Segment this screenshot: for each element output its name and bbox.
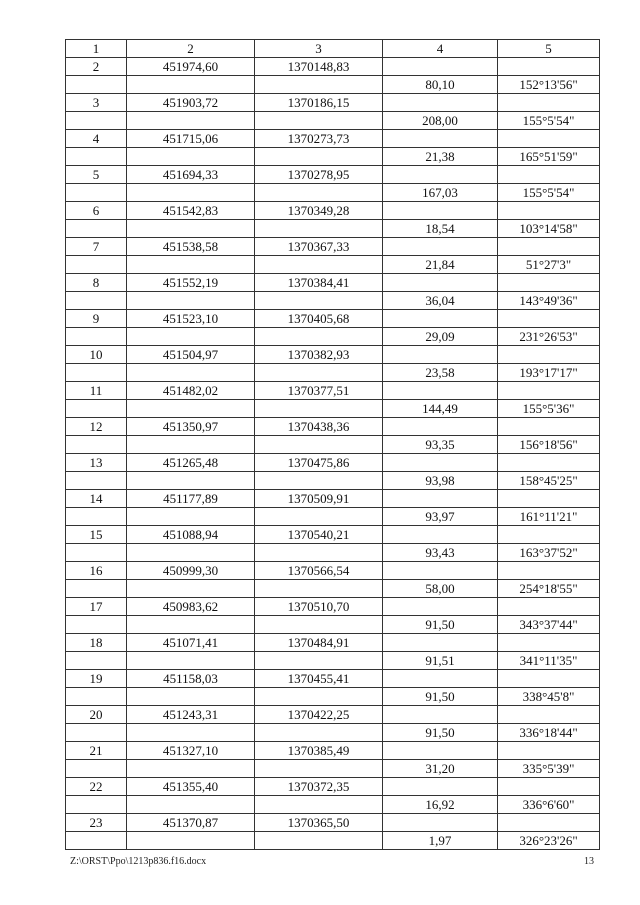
footer-file-path: Z:\ORST\Ppo\1213p836.f16.docx — [70, 856, 207, 867]
angle-cell: 155°5'36" — [498, 400, 600, 418]
angle-cell-empty — [498, 382, 600, 400]
point-number-cell: 15 — [66, 526, 127, 544]
point-number-cell-empty — [66, 220, 127, 238]
y-coordinate-cell: 1370278,95 — [255, 166, 383, 184]
x-coordinate-cell: 451177,89 — [127, 490, 255, 508]
y-coordinate-cell: 1370509,91 — [255, 490, 383, 508]
length-cell: 31,20 — [383, 760, 498, 778]
table-row — [66, 256, 600, 274]
length-cell-empty — [383, 382, 498, 400]
length-cell-empty — [383, 346, 498, 364]
column-header-y: 3 — [255, 40, 383, 58]
length-cell-empty — [383, 706, 498, 724]
angle-cell-empty — [498, 490, 600, 508]
y-coordinate-cell-empty — [255, 688, 383, 706]
y-coordinate-cell-empty — [255, 400, 383, 418]
point-number-cell: 12 — [66, 418, 127, 436]
point-number-cell-empty — [66, 724, 127, 742]
table-row — [66, 706, 600, 724]
point-number-cell: 19 — [66, 670, 127, 688]
table-header-row — [66, 40, 600, 58]
point-number-cell: 6 — [66, 202, 127, 220]
y-coordinate-cell: 1370455,41 — [255, 670, 383, 688]
length-cell-empty — [383, 670, 498, 688]
y-coordinate-cell: 1370566,54 — [255, 562, 383, 580]
length-cell: 21,84 — [383, 256, 498, 274]
point-number-cell: 17 — [66, 598, 127, 616]
y-coordinate-cell-empty — [255, 364, 383, 382]
length-cell-empty — [383, 562, 498, 580]
x-coordinate-cell-empty — [127, 292, 255, 310]
y-coordinate-cell: 1370273,73 — [255, 130, 383, 148]
length-cell-empty — [383, 526, 498, 544]
x-coordinate-cell-empty — [127, 76, 255, 94]
point-number-cell-empty — [66, 148, 127, 166]
length-cell: 1,97 — [383, 832, 498, 850]
point-number-cell: 18 — [66, 634, 127, 652]
length-cell: 80,10 — [383, 76, 498, 94]
table-row — [66, 544, 600, 562]
angle-cell: 158°45'25" — [498, 472, 600, 490]
table-row — [66, 382, 600, 400]
table-row — [66, 58, 600, 76]
table-row — [66, 670, 600, 688]
table-row — [66, 94, 600, 112]
x-coordinate-cell: 450983,62 — [127, 598, 255, 616]
angle-cell: 336°6'60" — [498, 796, 600, 814]
table-row — [66, 724, 600, 742]
x-coordinate-cell-empty — [127, 544, 255, 562]
table-row — [66, 580, 600, 598]
angle-cell-empty — [498, 94, 600, 112]
y-coordinate-cell: 1370405,68 — [255, 310, 383, 328]
coordinates-table — [65, 39, 600, 850]
length-cell-empty — [383, 490, 498, 508]
point-number-cell: 22 — [66, 778, 127, 796]
y-coordinate-cell-empty — [255, 724, 383, 742]
point-number-cell: 21 — [66, 742, 127, 760]
length-cell-empty — [383, 130, 498, 148]
y-coordinate-cell-empty — [255, 508, 383, 526]
y-coordinate-cell-empty — [255, 580, 383, 598]
y-coordinate-cell: 1370186,15 — [255, 94, 383, 112]
x-coordinate-cell: 451903,72 — [127, 94, 255, 112]
angle-cell: 326°23'26" — [498, 832, 600, 850]
x-coordinate-cell-empty — [127, 508, 255, 526]
y-coordinate-cell: 1370384,41 — [255, 274, 383, 292]
table-row — [66, 454, 600, 472]
table-row — [66, 508, 600, 526]
point-number-cell: 9 — [66, 310, 127, 328]
x-coordinate-cell: 451071,41 — [127, 634, 255, 652]
y-coordinate-cell-empty — [255, 112, 383, 130]
table-row — [66, 346, 600, 364]
point-number-cell: 5 — [66, 166, 127, 184]
length-cell: 58,00 — [383, 580, 498, 598]
x-coordinate-cell-empty — [127, 796, 255, 814]
y-coordinate-cell-empty — [255, 616, 383, 634]
angle-cell: 103°14'58" — [498, 220, 600, 238]
x-coordinate-cell: 451694,33 — [127, 166, 255, 184]
table-row — [66, 112, 600, 130]
table-row — [66, 436, 600, 454]
y-coordinate-cell-empty — [255, 184, 383, 202]
length-cell: 93,98 — [383, 472, 498, 490]
column-header-angle: 5 — [498, 40, 600, 58]
x-coordinate-cell: 451088,94 — [127, 526, 255, 544]
angle-cell-empty — [498, 598, 600, 616]
length-cell-empty — [383, 634, 498, 652]
table-row — [66, 490, 600, 508]
coordinates-table-body — [66, 40, 600, 850]
length-cell-empty — [383, 94, 498, 112]
y-coordinate-cell: 1370377,51 — [255, 382, 383, 400]
angle-cell: 143°49'36" — [498, 292, 600, 310]
y-coordinate-cell: 1370438,36 — [255, 418, 383, 436]
point-number-cell-empty — [66, 184, 127, 202]
x-coordinate-cell: 451265,48 — [127, 454, 255, 472]
table-row — [66, 616, 600, 634]
point-number-cell-empty — [66, 472, 127, 490]
table-row — [66, 688, 600, 706]
x-coordinate-cell: 451370,87 — [127, 814, 255, 832]
y-coordinate-cell-empty — [255, 832, 383, 850]
angle-cell-empty — [498, 814, 600, 832]
length-cell-empty — [383, 742, 498, 760]
table-row — [66, 796, 600, 814]
angle-cell: 163°37'52" — [498, 544, 600, 562]
angle-cell: 336°18'44" — [498, 724, 600, 742]
angle-cell: 343°37'44" — [498, 616, 600, 634]
y-coordinate-cell-empty — [255, 544, 383, 562]
point-number-cell: 16 — [66, 562, 127, 580]
point-number-cell: 3 — [66, 94, 127, 112]
table-row — [66, 166, 600, 184]
x-coordinate-cell: 451158,03 — [127, 670, 255, 688]
table-row — [66, 328, 600, 346]
length-cell: 93,35 — [383, 436, 498, 454]
x-coordinate-cell-empty — [127, 220, 255, 238]
point-number-cell-empty — [66, 364, 127, 382]
x-coordinate-cell-empty — [127, 616, 255, 634]
point-number-cell: 20 — [66, 706, 127, 724]
angle-cell-empty — [498, 526, 600, 544]
angle-cell-empty — [498, 58, 600, 76]
angle-cell: 51°27'3" — [498, 256, 600, 274]
x-coordinate-cell-empty — [127, 472, 255, 490]
length-cell: 23,58 — [383, 364, 498, 382]
x-coordinate-cell: 451355,40 — [127, 778, 255, 796]
x-coordinate-cell: 451523,10 — [127, 310, 255, 328]
angle-cell-empty — [498, 310, 600, 328]
column-header-x: 2 — [127, 40, 255, 58]
y-coordinate-cell-empty — [255, 760, 383, 778]
x-coordinate-cell-empty — [127, 400, 255, 418]
length-cell: 16,92 — [383, 796, 498, 814]
table-row — [66, 598, 600, 616]
y-coordinate-cell: 1370510,70 — [255, 598, 383, 616]
angle-cell: 341°11'35" — [498, 652, 600, 670]
angle-cell: 338°45'8" — [498, 688, 600, 706]
y-coordinate-cell: 1370540,21 — [255, 526, 383, 544]
x-coordinate-cell: 451715,06 — [127, 130, 255, 148]
y-coordinate-cell-empty — [255, 220, 383, 238]
length-cell-empty — [383, 814, 498, 832]
point-number-cell-empty — [66, 580, 127, 598]
angle-cell-empty — [498, 742, 600, 760]
length-cell-empty — [383, 238, 498, 256]
x-coordinate-cell-empty — [127, 148, 255, 166]
x-coordinate-cell-empty — [127, 436, 255, 454]
table-row — [66, 148, 600, 166]
table-row — [66, 184, 600, 202]
y-coordinate-cell: 1370365,50 — [255, 814, 383, 832]
table-row — [66, 274, 600, 292]
point-number-cell-empty — [66, 832, 127, 850]
angle-cell: 254°18'55" — [498, 580, 600, 598]
point-number-cell-empty — [66, 688, 127, 706]
point-number-cell-empty — [66, 544, 127, 562]
angle-cell: 335°5'39" — [498, 760, 600, 778]
y-coordinate-cell: 1370484,91 — [255, 634, 383, 652]
point-number-cell-empty — [66, 400, 127, 418]
angle-cell-empty — [498, 130, 600, 148]
table-row — [66, 364, 600, 382]
point-number-cell-empty — [66, 760, 127, 778]
x-coordinate-cell: 450999,30 — [127, 562, 255, 580]
angle-cell: 155°5'54" — [498, 184, 600, 202]
angle-cell-empty — [498, 346, 600, 364]
y-coordinate-cell-empty — [255, 652, 383, 670]
x-coordinate-cell: 451974,60 — [127, 58, 255, 76]
point-number-cell-empty — [66, 616, 127, 634]
x-coordinate-cell-empty — [127, 256, 255, 274]
length-cell: 144,49 — [383, 400, 498, 418]
y-coordinate-cell-empty — [255, 256, 383, 274]
angle-cell: 156°18'56" — [498, 436, 600, 454]
y-coordinate-cell: 1370349,28 — [255, 202, 383, 220]
x-coordinate-cell-empty — [127, 328, 255, 346]
x-coordinate-cell-empty — [127, 364, 255, 382]
x-coordinate-cell-empty — [127, 652, 255, 670]
angle-cell-empty — [498, 238, 600, 256]
angle-cell-empty — [498, 562, 600, 580]
angle-cell: 193°17'17" — [498, 364, 600, 382]
footer-page-number: 13 — [584, 856, 594, 867]
x-coordinate-cell-empty — [127, 112, 255, 130]
table-row — [66, 832, 600, 850]
table-row — [66, 76, 600, 94]
x-coordinate-cell-empty — [127, 688, 255, 706]
x-coordinate-cell-empty — [127, 832, 255, 850]
angle-cell: 161°11'21" — [498, 508, 600, 526]
x-coordinate-cell: 451482,02 — [127, 382, 255, 400]
point-number-cell-empty — [66, 652, 127, 670]
point-number-cell-empty — [66, 436, 127, 454]
angle-cell-empty — [498, 670, 600, 688]
table-row — [66, 472, 600, 490]
table-row — [66, 418, 600, 436]
point-number-cell-empty — [66, 256, 127, 274]
point-number-cell-empty — [66, 796, 127, 814]
length-cell-empty — [383, 778, 498, 796]
table-row — [66, 400, 600, 418]
y-coordinate-cell-empty — [255, 472, 383, 490]
table-row — [66, 220, 600, 238]
y-coordinate-cell-empty — [255, 148, 383, 166]
table-row — [66, 202, 600, 220]
point-number-cell: 10 — [66, 346, 127, 364]
angle-cell: 152°13'56" — [498, 76, 600, 94]
point-number-cell-empty — [66, 508, 127, 526]
y-coordinate-cell: 1370148,83 — [255, 58, 383, 76]
x-coordinate-cell: 451538,58 — [127, 238, 255, 256]
length-cell: 93,97 — [383, 508, 498, 526]
length-cell: 167,03 — [383, 184, 498, 202]
y-coordinate-cell: 1370382,93 — [255, 346, 383, 364]
point-number-cell: 8 — [66, 274, 127, 292]
table-row — [66, 652, 600, 670]
point-number-cell: 4 — [66, 130, 127, 148]
angle-cell: 231°26'53" — [498, 328, 600, 346]
length-cell: 18,54 — [383, 220, 498, 238]
angle-cell-empty — [498, 634, 600, 652]
x-coordinate-cell: 451350,97 — [127, 418, 255, 436]
point-number-cell: 23 — [66, 814, 127, 832]
x-coordinate-cell-empty — [127, 184, 255, 202]
point-number-cell-empty — [66, 328, 127, 346]
length-cell: 91,50 — [383, 688, 498, 706]
y-coordinate-cell-empty — [255, 76, 383, 94]
length-cell: 36,04 — [383, 292, 498, 310]
table-row — [66, 292, 600, 310]
table-row — [66, 130, 600, 148]
point-number-cell: 7 — [66, 238, 127, 256]
angle-cell-empty — [498, 166, 600, 184]
point-number-cell: 14 — [66, 490, 127, 508]
table-row — [66, 310, 600, 328]
x-coordinate-cell-empty — [127, 724, 255, 742]
length-cell-empty — [383, 454, 498, 472]
table-row — [66, 778, 600, 796]
table-row — [66, 526, 600, 544]
x-coordinate-cell: 451552,19 — [127, 274, 255, 292]
length-cell-empty — [383, 202, 498, 220]
length-cell-empty — [383, 166, 498, 184]
y-coordinate-cell: 1370367,33 — [255, 238, 383, 256]
y-coordinate-cell-empty — [255, 292, 383, 310]
point-number-cell-empty — [66, 292, 127, 310]
y-coordinate-cell: 1370422,25 — [255, 706, 383, 724]
length-cell: 93,43 — [383, 544, 498, 562]
x-coordinate-cell: 451327,10 — [127, 742, 255, 760]
table-row — [66, 634, 600, 652]
y-coordinate-cell-empty — [255, 436, 383, 454]
x-coordinate-cell-empty — [127, 760, 255, 778]
length-cell-empty — [383, 274, 498, 292]
angle-cell-empty — [498, 418, 600, 436]
length-cell-empty — [383, 58, 498, 76]
angle-cell-empty — [498, 202, 600, 220]
y-coordinate-cell-empty — [255, 328, 383, 346]
length-cell: 91,50 — [383, 724, 498, 742]
y-coordinate-cell: 1370372,35 — [255, 778, 383, 796]
length-cell: 91,51 — [383, 652, 498, 670]
angle-cell-empty — [498, 778, 600, 796]
length-cell: 208,00 — [383, 112, 498, 130]
x-coordinate-cell-empty — [127, 580, 255, 598]
length-cell: 21,38 — [383, 148, 498, 166]
point-number-cell: 11 — [66, 382, 127, 400]
x-coordinate-cell: 451504,97 — [127, 346, 255, 364]
x-coordinate-cell: 451542,83 — [127, 202, 255, 220]
angle-cell-empty — [498, 706, 600, 724]
angle-cell-empty — [498, 274, 600, 292]
length-cell: 29,09 — [383, 328, 498, 346]
length-cell: 91,50 — [383, 616, 498, 634]
table-row — [66, 760, 600, 778]
angle-cell: 155°5'54" — [498, 112, 600, 130]
column-header-length: 4 — [383, 40, 498, 58]
point-number-cell: 13 — [66, 454, 127, 472]
table-row — [66, 814, 600, 832]
y-coordinate-cell: 1370475,86 — [255, 454, 383, 472]
length-cell-empty — [383, 310, 498, 328]
length-cell-empty — [383, 418, 498, 436]
angle-cell-empty — [498, 454, 600, 472]
angle-cell: 165°51'59" — [498, 148, 600, 166]
point-number-cell-empty — [66, 76, 127, 94]
column-header-point: 1 — [66, 40, 127, 58]
y-coordinate-cell-empty — [255, 796, 383, 814]
table-row — [66, 742, 600, 760]
length-cell-empty — [383, 598, 498, 616]
y-coordinate-cell: 1370385,49 — [255, 742, 383, 760]
point-number-cell: 2 — [66, 58, 127, 76]
x-coordinate-cell: 451243,31 — [127, 706, 255, 724]
table-row — [66, 238, 600, 256]
point-number-cell-empty — [66, 112, 127, 130]
table-row — [66, 562, 600, 580]
